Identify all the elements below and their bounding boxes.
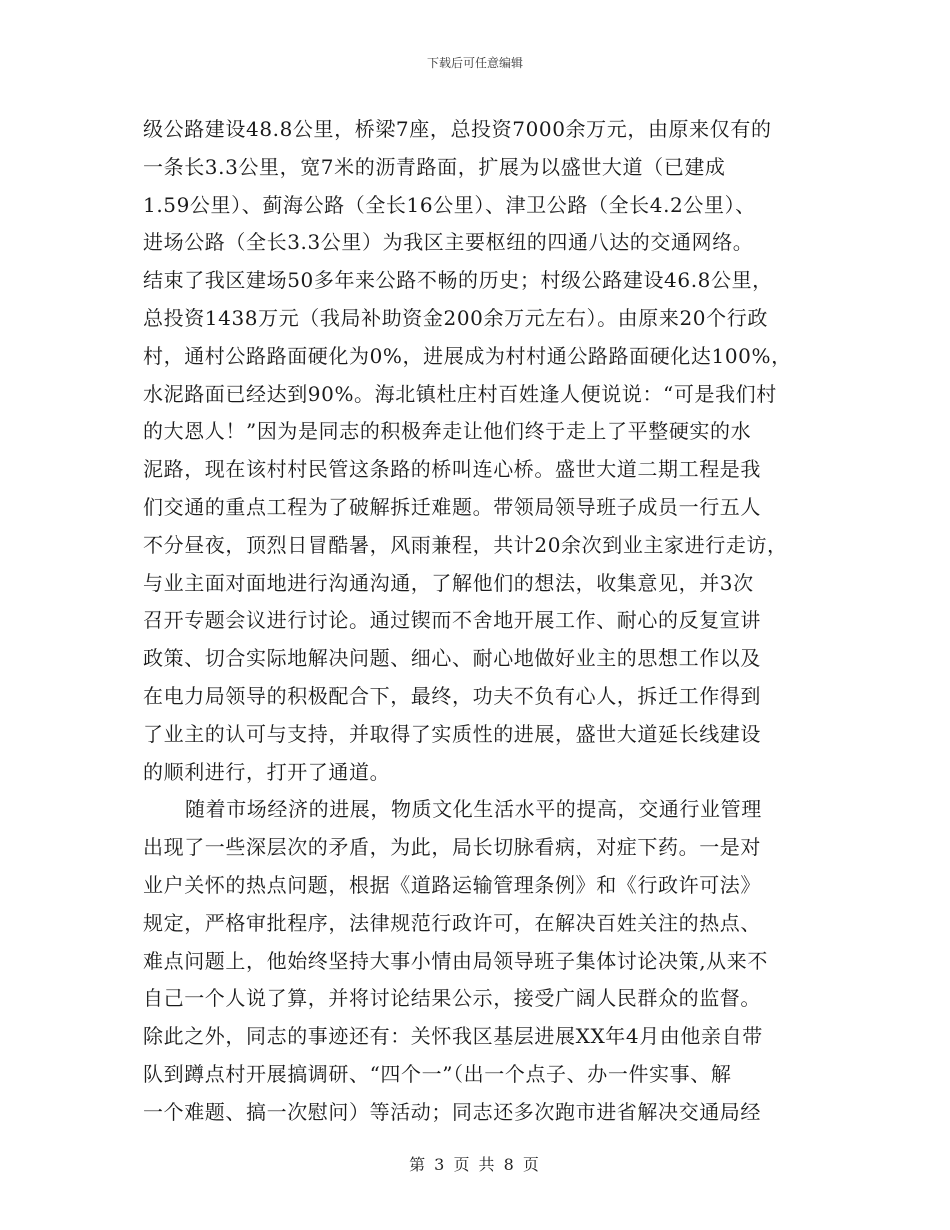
text-line: 与业主面对面地进行沟通沟通，了解他们的想法，收集意见，并3次 bbox=[143, 570, 754, 595]
text-line: 难点问题上，他始终坚持大事小情由局领导班子集体讨论决策,从来不 bbox=[143, 948, 768, 973]
text-line: 了业主的认可与支持，并取得了实质性的进展，盛世大道延长线建设 bbox=[143, 721, 761, 746]
document-body bbox=[143, 111, 823, 1132]
text-line: 除此之外，同志的事迹还有：关怀我区基层进展XX年4月由他亲自带 bbox=[143, 1024, 763, 1049]
text-line: 一个难题、搞一次慰问）等活动；同志还多次跑市进省解决交通局经 bbox=[143, 1099, 761, 1124]
text-line: 结束了我区建场50多年来公路不畅的历史；村级公路建设46.8公里， bbox=[143, 268, 773, 293]
text-line: 级公路建设48.8公里，桥梁7座，总投资7000余万元，由原来仅有的 bbox=[143, 117, 772, 141]
paragraph-first-line: 随着市场经济的进展，物质文化生活水平的提高，交通行业管理 bbox=[185, 797, 762, 822]
text-line: 出现了一些深层次的矛盾，为此，局长切脉看病，对症下药。一是对 bbox=[143, 835, 761, 860]
text-line: 的顺利进行，打开了通道。 bbox=[143, 759, 391, 784]
text-line: 村，通村公路路面硬化为0%，进展成为村村通公路路面硬化达100%， bbox=[143, 343, 792, 368]
text-line: 业户关怀的热点问题，根据《道路运输管理条例》和《行政许可法》 bbox=[143, 872, 761, 897]
text-line: 队到蹲点村开展搞调研、“四个一”（出一个点子、办一件实事、解 bbox=[143, 1061, 732, 1086]
text-line: 规定，严格审批程序，法律规范行政许可，在解决百姓关注的热点、 bbox=[143, 910, 761, 935]
text-line: 一条长3.3公里，宽7米的沥青路面，扩展为以盛世大道（已建成 bbox=[143, 154, 726, 179]
page-number-footer: 第 3 页 共 8 页 bbox=[409, 1155, 541, 1174]
text-line: 自己一个人说了算，并将讨论结果公示，接受广阔人民群众的监督。 bbox=[143, 986, 761, 1011]
text-line: 不分昼夜，顶烈日冒酷暑，风雨兼程，共计20余次到业主家进行走访， bbox=[143, 532, 788, 557]
text-line: 召开专题会议进行讨论。通过锲而不舍地开展工作、耐心的反复宣讲 bbox=[143, 608, 761, 633]
text-line: 总投资1438万元（我局补助资金200余万元左右）。由原来20个行政 bbox=[143, 305, 768, 330]
text-line: 们交通的重点工程为了破解拆迁难题。带领局领导班子成员一行五人 bbox=[143, 494, 761, 519]
text-line: 1.59公里）、蓟海公路（全长16公里）、津卫公路（全长4.2公里）、 bbox=[143, 192, 756, 217]
text-line: 水泥路面已经达到90%。海北镇杜庄村百姓逢人便说说：“可是我们村 bbox=[143, 381, 777, 406]
text-line: 的大恩人！”因为是同志的积极奔走让他们终于走上了平整硬实的水 bbox=[143, 419, 752, 444]
text-line: 在电力局领导的积极配合下，最终，功夫不负有心人，拆迁工作得到 bbox=[143, 683, 761, 708]
text-line: 政策、切合实际地解决问题、细心、耐心地做好业主的思想工作以及 bbox=[143, 646, 761, 671]
text-line: 泥路，现在该村村民管这条路的桥叫连心桥。盛世大道二期工程是我 bbox=[143, 457, 761, 482]
text-line: 进场公路（全长3.3公里）为我区主要枢纽的四通八达的交通网络。 bbox=[143, 230, 754, 255]
page-header: 下载后可任意编辑 bbox=[426, 56, 523, 70]
